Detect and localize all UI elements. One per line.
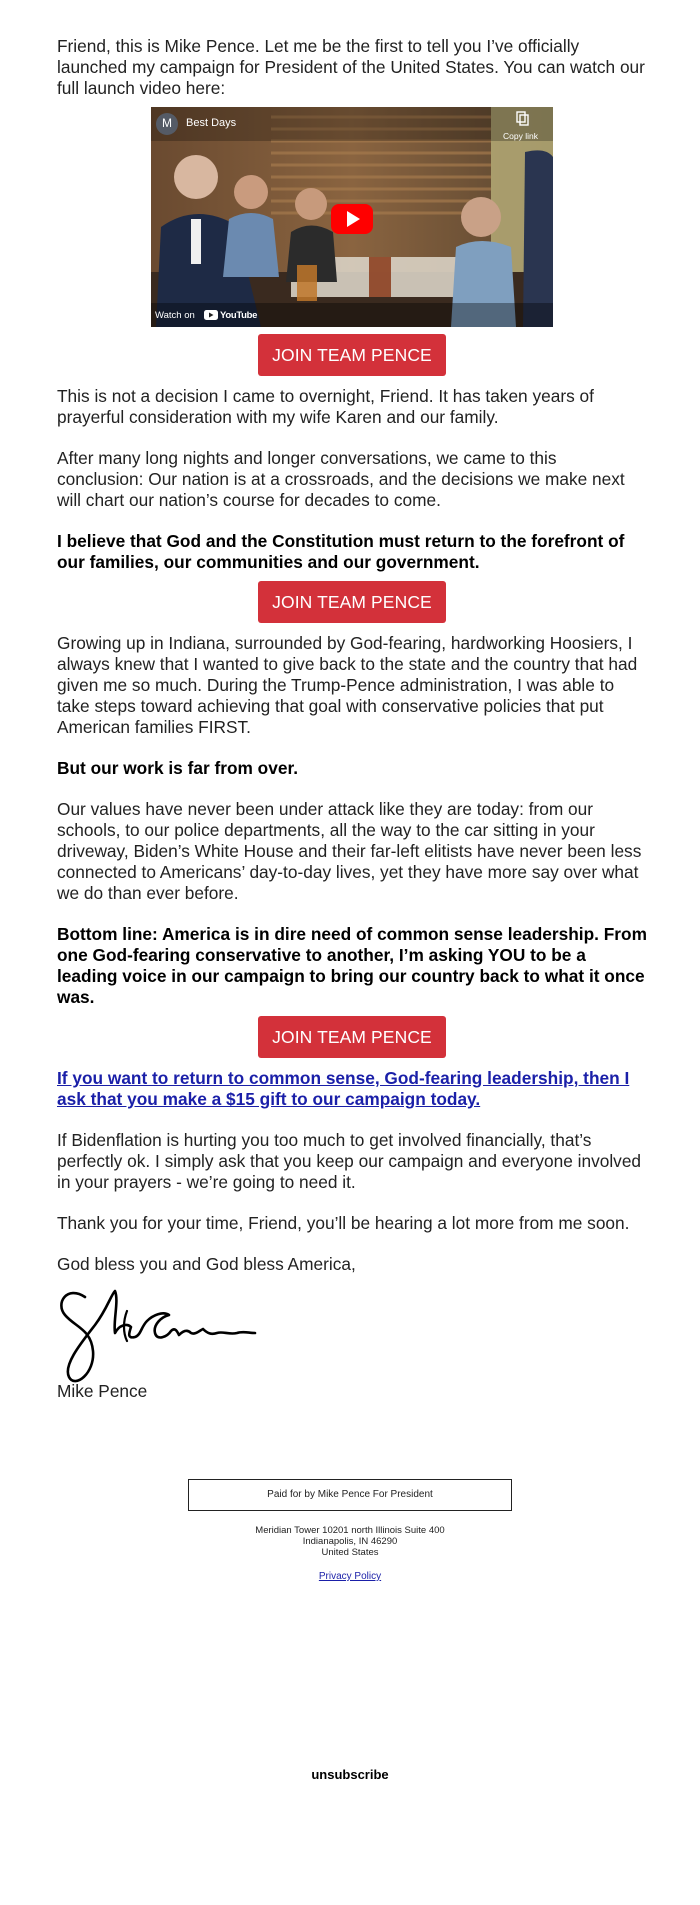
closing-line: God bless you and God bless America,	[57, 1254, 356, 1274]
address-line: Indianapolis, IN 46290	[302, 1536, 398, 1547]
donate-ask-link[interactable]: If you want to return to common sense, God-fearing leadership, then I ask that you make a $15 gift to our campaign today.	[57, 1068, 630, 1109]
join-team-pence-button[interactable]: JOIN TEAM PENCE	[258, 1016, 446, 1058]
paragraph-indiana: Growing up in Indiana, surrounded by God-fearing, hardworking Hoosiers, I always knew that I wanted to give back to the state and the country that had given me so much. During the Trump-Pence administration, I was able to take steps toward achieving that goal with conservative policies that put American families FIRST.	[57, 633, 638, 737]
mailing-address	[0, 1525, 700, 1558]
signer-name: Mike Pence	[57, 1381, 148, 1401]
video-thumbnail	[151, 107, 553, 327]
watch-on-label[interactable]: Watch on	[155, 310, 195, 321]
join-team-pence-button[interactable]: JOIN TEAM PENCE	[258, 334, 446, 376]
intro-paragraph: Friend, this is Mike Pence. Let me be the first to tell you I’ve officially launched my campaign for President of the United States. You can watch our full launch video here:	[57, 36, 645, 98]
signature-image	[57, 1281, 647, 1391]
paragraph-thank-you: Thank you for your time, Friend, you’ll be hearing a lot more from me soon.	[57, 1213, 630, 1233]
email-body	[57, 36, 647, 1402]
footer	[0, 1479, 700, 1582]
privacy-policy-link[interactable]: Privacy Policy	[318, 1571, 382, 1582]
paragraph-bidenflation: If Bidenflation is hurting you too much to get involved financially, that’s perfectly ok. I simply ask that you keep our campaign and everyone involved in your prayers - we’re going to need it.	[57, 1130, 642, 1192]
video-title[interactable]: Best Days	[186, 117, 237, 129]
channel-avatar-initial: M	[162, 116, 172, 130]
copy-link-label[interactable]: Copy link	[503, 131, 538, 141]
paragraph-decision: This is not a decision I came to overnight, Friend. It has taken years of prayerful consideration with my wife Karen and our family.	[57, 386, 594, 427]
unsubscribe-link[interactable]: unsubscribe	[311, 1767, 389, 1782]
paragraph-conclusion: After many long nights and longer conversations, we came to this conclusion: Our nation is at a crossroads, and the decisions we make next will chart our nation’s course for decades to come.	[57, 448, 625, 510]
youtube-logo-label: YouTube	[220, 310, 258, 321]
paragraph-work-not-over: But our work is far from over.	[57, 758, 299, 778]
address-line: United States	[321, 1547, 379, 1558]
paragraph-god-constitution: I believe that God and the Constitution must return to the forefront of our families, our communities and our government.	[57, 531, 625, 572]
address-line: Meridian Tower 10201 north Illinois Suite 400	[255, 1525, 445, 1536]
paid-for-disclaimer: Paid for by Mike Pence For President	[188, 1479, 512, 1511]
video-embed[interactable]	[151, 107, 553, 327]
paragraph-values: Our values have never been under attack like they are today: from our schools, to our police departments, all the way to the car sitting in your driveway, Biden’s White House and their far-left elitists have never been less connected to Americans’ day-to-day lives, yet they have more say over what we do than ever before.	[57, 799, 642, 903]
paragraph-bottom-line: Bottom line: America is in dire need of common sense leadership. From one God-fearing conservative to another, I’m asking YOU to be a leading voice in our campaign to bring our country back to what it once was.	[57, 924, 647, 1007]
join-team-pence-button[interactable]: JOIN TEAM PENCE	[258, 581, 446, 623]
